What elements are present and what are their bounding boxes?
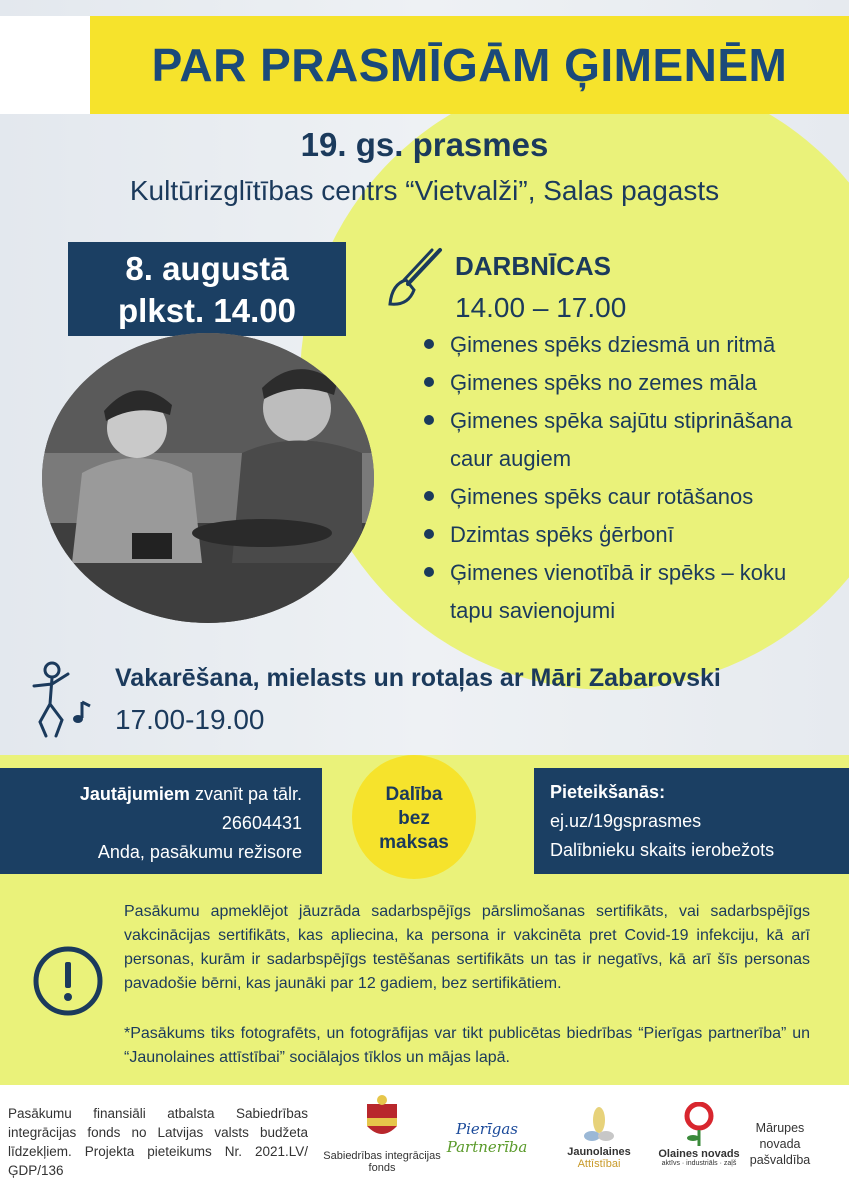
mnp-label: novada bbox=[759, 1137, 801, 1151]
covid-notice: Pasākumu apmeklējot jāuzrāda sadarbspējīgs pārslimošanas sertifikāts, vai sadarbspējīgs vakcinācijas sertifikāts, kas apliecina, ka persona ir vakcinēta pret Covid-19 infekciju, kā arī personas, kurām ir sadarbspējīgs testēšanas sertifikāts un tas ir negatīvs, kā arī šīs personas pavadošie bērni, kas jaunāki par 12 gadiem, bez sertifikātiem. bbox=[124, 903, 810, 992]
alert-icon bbox=[32, 945, 104, 1017]
signup-lead: Pieteikšanās: bbox=[550, 782, 666, 802]
event-time: plkst. 14.00 bbox=[118, 292, 296, 329]
signup-box bbox=[534, 768, 849, 874]
on-tagline: aktīvs · industriāls · zaļš bbox=[661, 1160, 737, 1167]
on-label: Olaines novads bbox=[658, 1148, 740, 1160]
badge-line: bez bbox=[398, 808, 430, 829]
mnp-label: pašvaldība bbox=[749, 1153, 811, 1167]
sif-label: Sabiedrības integrācijas fonds bbox=[323, 1150, 441, 1174]
free-participation-badge bbox=[352, 755, 476, 879]
contact-text: zvanīt pa tālr. bbox=[189, 784, 302, 804]
event-subtitle: 19. gs. prasmes bbox=[300, 126, 549, 163]
event-venue: Kultūrizglītības centrs “Vietvalži”, Salas pagasts bbox=[129, 175, 720, 206]
badge-line: Dalība bbox=[385, 784, 443, 805]
list-item: Ģimenes spēks dziesmā un ritmā bbox=[424, 326, 824, 364]
list-item: Ģimenes vienotībā ir spēks – koku tapu savienojumi bbox=[424, 554, 824, 630]
pp-label: Pierīgas bbox=[456, 1120, 518, 1138]
page-title: PAR PRASMĪGĀM ĢIMENĒM bbox=[151, 39, 788, 91]
list-item: Ģimenes spēks no zemes māla bbox=[424, 364, 824, 402]
contact-lead: Jautājumiem bbox=[79, 784, 190, 804]
event-date: 8. augustā bbox=[125, 250, 289, 287]
evening-time: 17.00-19.00 bbox=[115, 704, 265, 735]
workshops-list bbox=[424, 326, 824, 630]
workshops-time: 14.00 – 17.00 bbox=[455, 292, 627, 323]
ja-label: Attīstībai bbox=[577, 1158, 621, 1170]
title-stripe bbox=[0, 16, 90, 114]
mnp-label: Mārupes bbox=[755, 1121, 805, 1135]
workshops-title: DARBNĪCAS bbox=[455, 251, 611, 281]
list-item: Ģimenes spēks caur rotāšanos bbox=[424, 478, 824, 516]
dance-icon bbox=[26, 660, 98, 740]
signup-link[interactable]: ej.uz/19gsprasmes bbox=[550, 811, 702, 831]
contact-person: Anda, pasākumu režisore bbox=[97, 842, 302, 862]
contact-box bbox=[0, 768, 322, 874]
marupes-logo bbox=[740, 1120, 820, 1168]
photo-note: *Pasākums tiks fotografēts, un fotogrāfijas var tikt publicētas biedrības “Pierīgas partnerība” un “Jaunolaines attīstībai” sociālajos tīklos un mājas lapā. bbox=[124, 1025, 810, 1066]
list-item: Ģimenes spēka sajūtu stiprināšana caur augiem bbox=[424, 402, 824, 478]
pierigas-partneriba-logo bbox=[422, 1120, 552, 1156]
pp-label: Partnerība bbox=[446, 1138, 528, 1156]
badge-line: maksas bbox=[379, 832, 449, 853]
workshop-photo bbox=[42, 333, 374, 623]
signup-limit: Dalībnieku skaits ierobežots bbox=[550, 840, 775, 860]
funding-text: Pasākumu finansiāli atbalsta Sabiedrības integrācijas fonds no Latvijas valsts budžeta līdzekļiem. Projekta pieteikums Nr. 2021.LV/ĢDP/136 bbox=[8, 1106, 308, 1178]
olaines-novads-logo bbox=[655, 1102, 743, 1167]
list-item: Dzimtas spēks ģērbonī bbox=[424, 516, 824, 554]
ja-label: Jaunolaines bbox=[567, 1146, 631, 1158]
contact-phone[interactable]: 26604431 bbox=[221, 813, 302, 833]
brush-icon bbox=[384, 246, 446, 310]
evening-title: Vakarēšana, mielasts un rotaļas ar Māri Zabarovski bbox=[115, 664, 721, 692]
date-box bbox=[68, 242, 346, 336]
jaunolaines-logo bbox=[563, 1106, 635, 1170]
